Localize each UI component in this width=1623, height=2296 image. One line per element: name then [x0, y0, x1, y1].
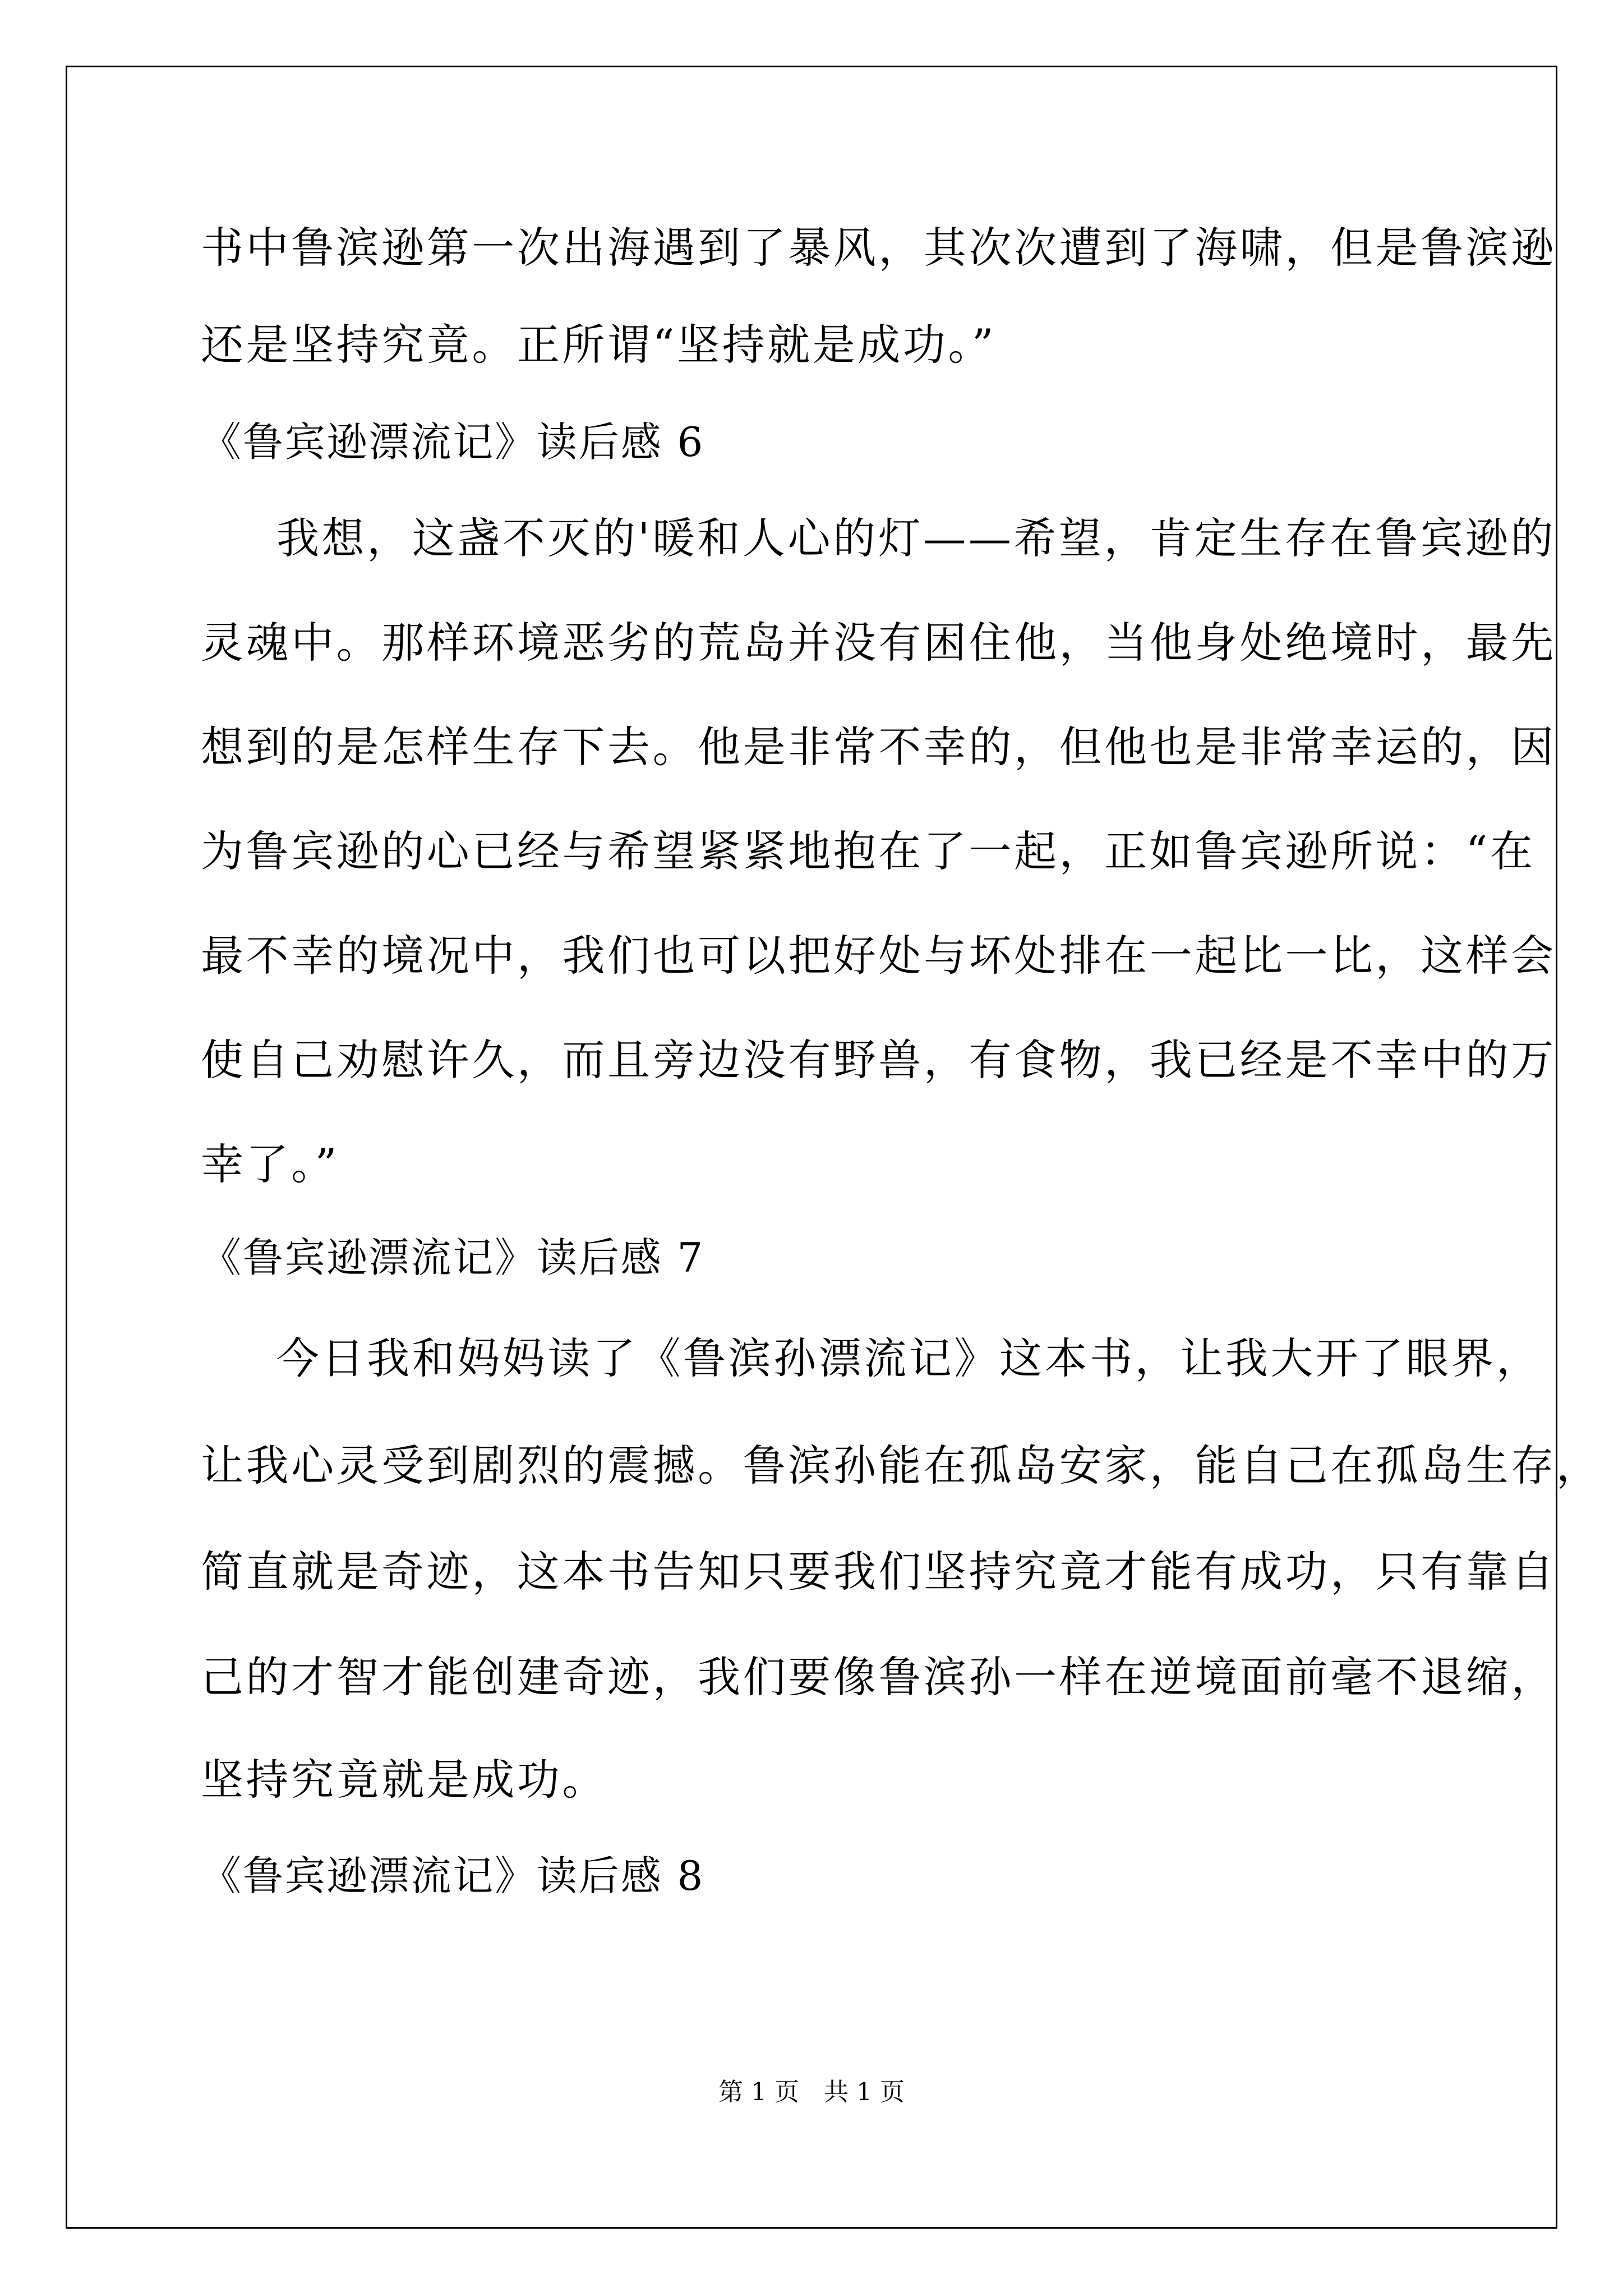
paragraph-line: 为鲁宾逊的心已经与希望紧紧地抱在了一起，正如鲁宾逊所说：“在 [201, 826, 1536, 876]
paragraph-line: 己的才智才能创建奇迹，我们要像鲁滨孙一样在逆境面前毫不退缩， [201, 1652, 1556, 1702]
paragraph-line: 今日我和妈妈读了《鲁滨孙漂流记》这本书，让我大开了眼界， [276, 1333, 1542, 1383]
paragraph-line: 灵魂中。那样环境恶劣的荒岛并没有困住他，当他身处绝境时，最先 [201, 618, 1556, 668]
paragraph-line: 我想，这盏不灭的'暖和人心的灯——希望，肯定生存在鲁宾逊的 [276, 513, 1556, 563]
paragraph-line: 坚持究竟就是成功。 [201, 1755, 608, 1805]
section-heading: 《鲁宾逊漂流记》读后感 8 [201, 1852, 705, 1899]
paragraph-line: 使自己劝慰许久，而且旁边没有野兽，有食物，我已经是不幸中的万 [201, 1035, 1556, 1085]
paragraph-line: 最不幸的境况中，我们也可以把好处与坏处排在一起比一比，这样会 [201, 931, 1556, 981]
paragraph-line: 还是坚持究竟。正所谓“坚持就是成功。” [201, 320, 997, 370]
paragraph-line: 幸了。” [201, 1139, 340, 1189]
section-heading: 《鲁宾逊漂流记》读后感 7 [201, 1234, 705, 1281]
paragraph-line: 想到的是怎样生存下去。他是非常不幸的，但他也是非常幸运的，因 [201, 722, 1556, 772]
paragraph-line: 让我心灵受到剧烈的震撼。鲁滨孙能在孤岛安家，能自己在孤岛生存， [201, 1441, 1602, 1490]
paragraph-line: 简直就是奇迹，这本书告知只要我们坚持究竟才能有成功，只有靠自 [201, 1547, 1556, 1596]
section-heading: 《鲁宾逊漂流记》读后感 6 [201, 418, 705, 466]
paragraph-line: 书中鲁滨逊第一次出海遇到了暴风，其次次遭到了海啸，但是鲁滨逊 [201, 223, 1556, 273]
page-footer: 第 1 页 共 1 页 [718, 2078, 905, 2106]
